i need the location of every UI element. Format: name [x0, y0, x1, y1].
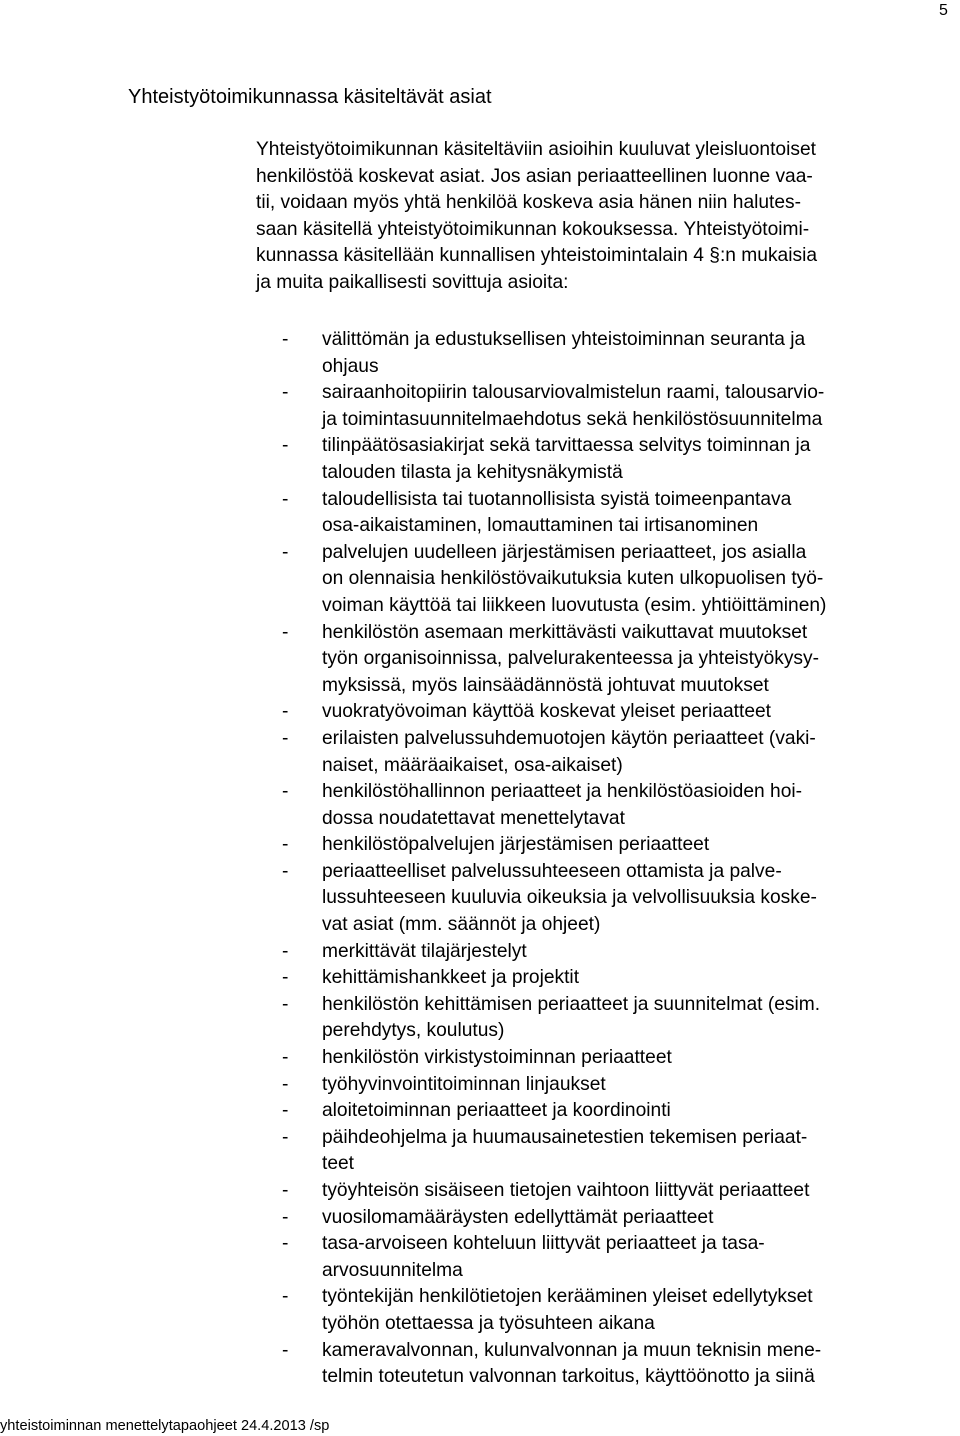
- list-item-line: työntekijän henkilötietojen kerääminen yleiset edellytykset: [322, 1286, 813, 1308]
- list-item-line: myksissä, myös lainsäädännöstä johtuvat muutokset: [322, 674, 769, 696]
- bullet-dash: -: [282, 940, 289, 962]
- list-item: [282, 1205, 826, 1232]
- list-item-line: talouden tilasta ja kehitysnäkymistä: [322, 461, 623, 483]
- list-item: [282, 992, 826, 1045]
- list-item-line: taloudellisista tai tuotannollisista syistä toimeenpantava: [322, 488, 792, 510]
- list-item: [282, 380, 826, 433]
- bullet-dash: -: [282, 1206, 289, 1228]
- list-item-line: tasa-arvoiseen kohteluun liittyvät periaatteet ja tasa-: [322, 1233, 765, 1255]
- list-item: [282, 1072, 826, 1099]
- list-item: [282, 859, 826, 939]
- intro-line: ja muita paikallisesti sovittuja asioita:: [256, 271, 569, 293]
- list-item-line: vat asiat (mm. säännöt ja ohjeet): [322, 914, 601, 936]
- list-item-line: naiset, määräaikaiset, osa-aikaiset): [322, 754, 623, 776]
- list-item: [282, 327, 826, 380]
- list-item-line: voiman käyttöä tai liikkeen luovutusta (esim. yhtiöittäminen): [322, 594, 827, 616]
- list-item-line: on olennaisia henkilöstövaikutuksia kuten ulkopuolisen työ-: [322, 568, 824, 590]
- list-item-line: sairaanhoitopiirin talousarviovalmistelun raami, talousarvio-: [322, 382, 825, 404]
- list-item: [282, 1098, 826, 1125]
- list-item-line: työn organisoinnissa, palvelurakenteessa ja yhteistyökysy-: [322, 648, 820, 670]
- list-item-line: teet: [322, 1153, 355, 1175]
- list-item-line: ja toimintasuunnitelmaehdotus sekä henkilöstösuunnitelma: [322, 408, 823, 430]
- list-item: [282, 726, 826, 779]
- list-item: [282, 620, 826, 700]
- bullet-dash: -: [282, 435, 289, 457]
- bullet-dash: -: [282, 834, 289, 856]
- intro-line: henkilöstöä koskevat asiat. Jos asian periaatteellinen luonne vaa-: [256, 165, 813, 187]
- list-item-line: aloitetoiminnan periaatteet ja koordinointi: [322, 1100, 671, 1122]
- list-item-line: henkilöstöpalvelujen järjestämisen periaatteet: [322, 834, 710, 856]
- list-item-line: henkilöstön virkistystoiminnan periaatteet: [322, 1047, 672, 1069]
- list-item-line: kehittämishankkeet ja projektit: [322, 967, 580, 989]
- bullet-dash: -: [282, 1073, 289, 1095]
- intro-line: tii, voidaan myös yhtä henkilöä koskeva asia hänen niin halutes-: [256, 192, 802, 213]
- list-item-line: vuosilomamääräysten edellyttämät periaatteet: [322, 1206, 714, 1228]
- intro-line: kunnassa käsitellään kunnallisen yhteistoimintalain 4 §:n mukaisia: [256, 245, 818, 266]
- list-item-line: merkittävät tilajärjestelyt: [322, 940, 527, 962]
- list-item-line: välittömän ja edustuksellisen yhteistoiminnan seuranta ja: [322, 329, 806, 350]
- bullet-dash: -: [282, 993, 289, 1015]
- list-item: [282, 1178, 826, 1205]
- list-item-line: henkilöstön asemaan merkittävästi vaikuttavat muutokset: [322, 621, 808, 643]
- list-item: [282, 832, 826, 859]
- list-item-line: telmin toteutetun valvonnan tarkoitus, käyttöönotto ja siinä: [322, 1366, 815, 1388]
- page-number: 5: [939, 2, 948, 19]
- list-item-line: päihdeohjelma ja huumausainetestien tekemisen periaat-: [322, 1126, 808, 1148]
- list-item: [282, 540, 826, 620]
- list-item-line: periaatteelliset palvelussuhteeseen ottamista ja palve-: [322, 860, 782, 882]
- bullet-dash: -: [282, 488, 289, 510]
- list-item-line: henkilöstön kehittämisen periaatteet ja suunnitelmat (esim.: [322, 993, 821, 1015]
- bullet-dash: -: [282, 1286, 289, 1308]
- bullet-dash: -: [282, 1126, 289, 1148]
- bullet-dash: -: [282, 621, 289, 643]
- list-item: [282, 1045, 826, 1072]
- intro-line: Yhteistyötoimikunnan käsiteltäviin asioihin kuuluvat yleisluontoiset: [256, 139, 816, 160]
- bullet-dash: -: [282, 1100, 289, 1122]
- list-item: [282, 1231, 826, 1284]
- list-item-line: erilaisten palvelussuhdemuotojen käytön periaatteet (vaki-: [322, 727, 816, 749]
- list-item-line: osa-aikaistaminen, lomauttaminen tai irtisanominen: [322, 515, 759, 537]
- list-item: [282, 1338, 826, 1391]
- intro-paragraph: [256, 137, 817, 296]
- list-item-line: vuokratyövoiman käyttöä koskevat yleiset periaatteet: [322, 701, 772, 723]
- bullet-dash: -: [282, 781, 289, 803]
- bullet-dash: -: [282, 967, 289, 989]
- list-item-line: työhön otettaessa ja työsuhteen aikana: [322, 1312, 655, 1334]
- list-item-line: työhyvinvointitoiminnan linjaukset: [322, 1073, 606, 1095]
- bullet-dash: -: [282, 701, 289, 723]
- page-footer: yhteistoiminnan menettelytapaohjeet 24.4.2013 /sp: [0, 1418, 330, 1434]
- list-item-line: ohjaus: [322, 355, 379, 377]
- bullet-dash: -: [282, 541, 289, 563]
- list-item: [282, 965, 826, 992]
- bullet-dash: -: [282, 329, 289, 350]
- list-item-line: arvosuunnitelma: [322, 1259, 463, 1281]
- bullet-dash: -: [282, 1047, 289, 1069]
- topic-list: [282, 327, 826, 1391]
- list-item: [282, 487, 826, 540]
- list-item: [282, 1284, 826, 1337]
- bullet-dash: -: [282, 1339, 289, 1361]
- intro-line: saan käsitellä yhteistyötoimikunnan kokouksessa. Yhteistyötoimi-: [256, 218, 810, 240]
- list-item: [282, 939, 826, 966]
- bullet-dash: -: [282, 1180, 289, 1201]
- bullet-dash: -: [282, 382, 289, 404]
- list-item-line: dossa noudatettavat menettelytavat: [322, 807, 625, 829]
- bullet-dash: -: [282, 860, 289, 882]
- list-item-line: tilinpäätösasiakirjat sekä tarvittaessa selvitys toiminnan ja: [322, 435, 811, 457]
- bullet-dash: -: [282, 727, 289, 749]
- list-item: [282, 1125, 826, 1178]
- list-item-line: palvelujen uudelleen järjestämisen periaatteet, jos asialla: [322, 541, 807, 563]
- list-item: [282, 699, 826, 726]
- list-item-line: kameravalvonnan, kulunvalvonnan ja muun teknisin mene-: [322, 1339, 822, 1361]
- bullet-dash: -: [282, 1233, 289, 1255]
- list-item: [282, 779, 826, 832]
- list-item-line: perehdytys, koulutus): [322, 1020, 505, 1042]
- list-item-line: lussuhteeseen kuuluvia oikeuksia ja velvollisuuksia koske-: [322, 887, 817, 909]
- list-item: [282, 433, 826, 486]
- list-item-line: työyhteisön sisäiseen tietojen vaihtoon liittyvät periaatteet: [322, 1180, 810, 1201]
- list-item-line: henkilöstöhallinnon periaatteet ja henkilöstöasioiden hoi-: [322, 781, 803, 803]
- section-heading: Yhteistyötoimikunnassa käsiteltävät asiat: [128, 86, 492, 108]
